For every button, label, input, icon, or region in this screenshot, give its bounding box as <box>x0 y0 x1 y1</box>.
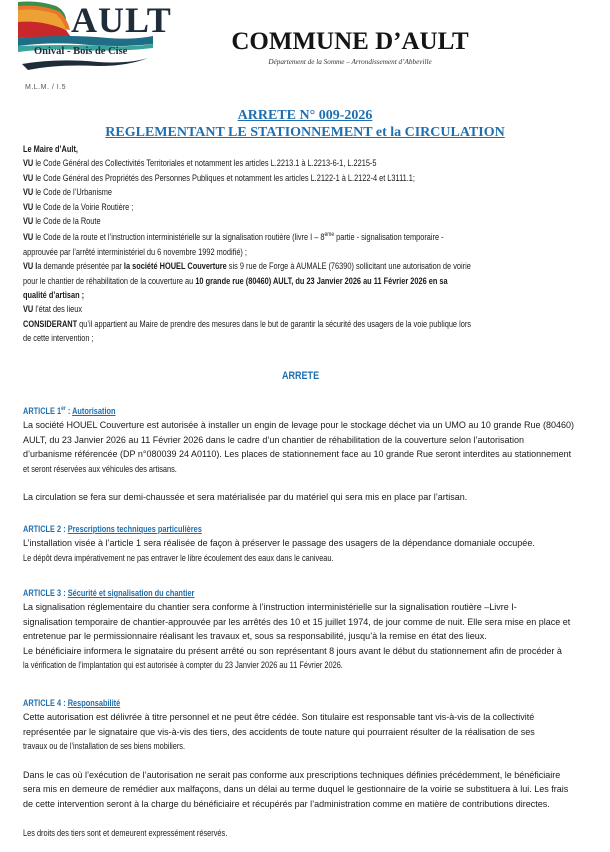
article-text-line: La société HOUEL Couverture est autorisée à installer un engin de levage pour le stockage déchet via un UMO au 10 grande Rue (80460) <box>23 420 574 431</box>
article-label-sup: er <box>61 406 66 412</box>
article-label: ARTICLE 3 <box>23 588 62 598</box>
article-text-line: travaux ou de l’installation de ses biens mobiliers. <box>23 741 186 752</box>
article-text-line: La signalisation réglementaire du chantier sera conforme à l’instruction interministérielle sur la signalisation routière –Livre I- <box>23 602 517 613</box>
vu-request-line: pour le chantier de réhabilitation de la couverture au 10 grande rue (80460) AULT, du 23 Janvier 2026 au 11 Février 2026 en sa <box>23 275 448 286</box>
considerant-line: CONSIDERANT qu’il appartient au Maire de prendre des mesures dans le but de garantir la sécurité des usagers de la voie publique lors <box>23 318 471 329</box>
arrete-subject: REGLEMENTANT LE STATIONNEMENT et la CIRCULATION <box>105 125 505 140</box>
blank-line <box>23 754 487 768</box>
vu-line: VU le Code de la Route <box>23 216 101 227</box>
article-separator: : <box>61 524 68 534</box>
article-label: ARTICLE 2 <box>23 524 62 534</box>
document-reference: M.L.M. / I.5 <box>25 84 67 91</box>
arrete-number: ARRETE N° 009-2026 <box>237 108 373 123</box>
vu-request-line: qualité d’artisan ; <box>23 290 85 301</box>
article-title: Sécurité et signalisation du chantier <box>67 588 195 598</box>
article-heading <box>23 586 487 600</box>
article-text-line: de cette intervention seront à la charge du bénéficiaire et récupérés par l’administration comme en matière de contributions directes. <box>23 798 550 809</box>
preamble <box>23 142 589 346</box>
blank-line <box>23 811 487 825</box>
vu-line: VU le Code Général des Collectivités Territoriales et notamment les articles L.2213.1 à L.2213-6-1, L.2215-5 <box>23 158 377 169</box>
blank-line <box>23 476 487 490</box>
article-text-line: Le dépôt devra impérativement ne pas entraver le libre écoulement des eaux dans le caniveau. <box>23 552 334 563</box>
department-line: Département de la Somme – Arrondissement d’Abbeville <box>268 58 432 66</box>
article-text-line: entretenue par le permissionnaire réalisant les travaux et, sous sa responsabilité, jusqu’à la remise en état des lieux. <box>23 631 487 642</box>
article-text-line: Les droits des tiers sont et demeurent expressément réservés. <box>23 827 228 838</box>
article-heading <box>23 402 487 418</box>
article-text-line: Cette autorisation est délivrée à titre personnel et ne peut être cédée. Son titulaire est responsable tant vis-à-vis de la collectivité <box>23 712 535 723</box>
article-text-line: représentée par le signataire que vis-à-vis des tiers, des accidents de toute nature qui pourraient résulter de la réalisation de ses <box>23 726 535 737</box>
article-label: ARTICLE 1 <box>23 406 62 416</box>
vu-line: VU le Code de la Voirie Routière ; <box>23 201 134 212</box>
arrete-heading: ARRETE <box>282 370 320 382</box>
article-text-line: d’urbanisme référencée (DP n°080039 24 A0110). Les places de stationnement face au 10 grande Rue seront interdites au stationnement <box>23 449 572 460</box>
article-text-line: et seront réservées aux véhicules des artisans. <box>23 463 177 474</box>
article-text-line: la vérification de l’implantation qui est autorisée à compter du 23 Janvier 2026 au 11 Février 2026. <box>23 660 343 671</box>
article-3 <box>23 586 589 672</box>
article-separator: : <box>65 406 73 416</box>
commune-logo <box>8 0 172 74</box>
article-text-line: Le bénéficiaire informera le signataire du présent arrêté ou son représentant 8 jours avant le début du stationnement afin de procéder à <box>23 645 562 656</box>
article-title: Responsabilité <box>67 698 121 708</box>
logo-subtitle: Onival - Bois de Cise <box>34 46 128 57</box>
article-4 <box>23 696 589 840</box>
vu-line-continued: approuvée par l’arrêté interministériel du 6 novembre 1992 modifié) ; <box>23 246 247 257</box>
vu-line: VU le Code Général des Propriétés des Personnes Publiques et notamment les articles L.2122-1 à L.2122-4 et L3111.1; <box>23 172 415 183</box>
article-text-line: La circulation se fera sur demi-chaussée et sera matérialisée par du matériel qui sera mis en place par l’artisan. <box>23 492 468 503</box>
vu-line: VU le Code de la route et l’instruction interministérielle sur la signalisation routière (livre I – 8ème partie - signalisation temporaire - <box>23 232 444 243</box>
commune-name: COMMUNE D’AULT <box>231 28 469 55</box>
article-text-line: L’installation visée à l’article 1 sera réalisée de façon à préserver le passage des usagers de la dépendance domaniale occupée. <box>23 538 535 549</box>
logo-title: AULT <box>71 0 172 40</box>
considerant-line: de cette intervention ; <box>23 333 94 344</box>
article-separator: : <box>61 698 68 708</box>
article-title: Autorisation <box>72 406 116 416</box>
article-text-line: Dans le cas où l’exécution de l’autorisation ne serait pas conforme aux prescriptions techniques définies précédemment, le bénéficiaire <box>23 770 561 781</box>
article-text-line: signalisation temporaire de chantier-approuvée par les arrêtés des 10 et 15 juillet 1974, de jour comme de nuit. Elle sera mise en place et <box>23 616 571 627</box>
vu-line: VU l’état des lieux <box>23 304 83 315</box>
article-heading <box>23 696 487 710</box>
article-text-line: AULT, du 23 Janvier 2026 au 11 Février 2026 dans le cadre d’un chantier de réhabilitation de la couverture selon l’autorisation <box>23 434 524 445</box>
article-heading <box>23 522 487 536</box>
article-title: Prescriptions techniques particulières <box>67 524 202 534</box>
article-2 <box>23 522 589 565</box>
article-1 <box>23 402 589 505</box>
article-label: ARTICLE 4 <box>23 698 62 708</box>
vu-line: VU le Code de l’Urbanisme <box>23 187 113 198</box>
vu-request-line: VU la demande présentée par la société HOUEL Couverture sis 9 rue de Forge à AUMALE (76390) sollicitant une autorisation de voirie <box>23 261 471 272</box>
article-separator: : <box>61 588 68 598</box>
maire-line: Le Maire d’Ault, <box>23 144 78 154</box>
article-text-line: sera mis en demeure de remédier aux malfaçons, dans un délai au terme duquel le gestionnaire de la voirie se substituera à lui. Les frais <box>23 784 569 795</box>
